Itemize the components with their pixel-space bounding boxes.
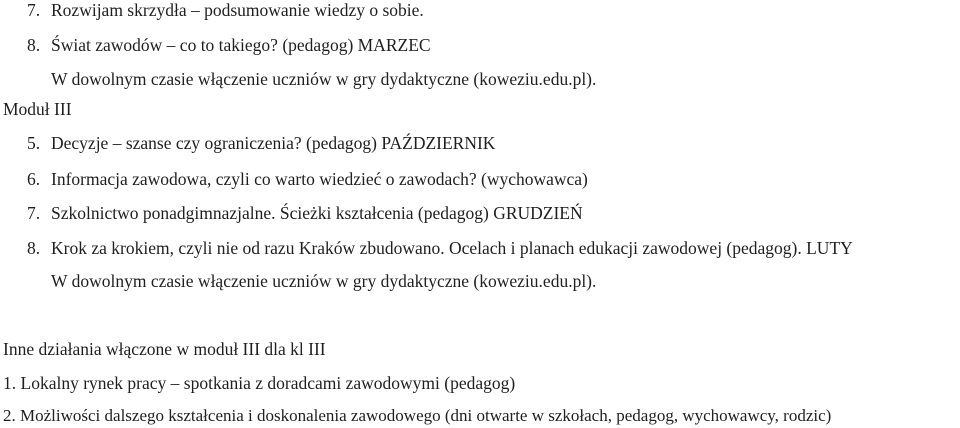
list-item-number: 7. <box>27 203 41 223</box>
list-item-text: Krok za krokiem, czyli nie od razu Kraków zbudowano. Ocelach i planach edukacji zawodowej (pedagog). LUTY <box>51 238 853 258</box>
list-item-text: Informacja zawodowa, czyli co warto wiedzieć o zawodach? (wychowawca) <box>51 169 588 189</box>
list-item-text: Rozwijam skrzydła – podsumowanie wiedzy o sobie. <box>51 0 424 20</box>
module-heading-text: Moduł III <box>3 99 72 119</box>
list-item <box>27 202 583 224</box>
activity-item-text: 1. Lokalny rynek pracy – spotkania z doradcami zawodowymi (pedagog) <box>3 373 516 393</box>
list-item-number: 5. <box>27 133 41 153</box>
list-item <box>27 168 588 190</box>
activity-item <box>3 405 831 427</box>
list-item-number: 6. <box>27 169 41 189</box>
note-text: W dowolnym czasie włączenie uczniów w gry dydaktyczne (koweziu.edu.pl). <box>51 271 597 291</box>
section-heading <box>3 338 326 360</box>
list-item-number: 7. <box>27 0 41 20</box>
note-text: W dowolnym czasie włączenie uczniów w gry dydaktyczne (koweziu.edu.pl). <box>51 69 597 89</box>
note-line <box>51 270 596 292</box>
list-item-text: Decyzje – szanse czy ograniczenia? (pedagog) PAŹDZIERNIK <box>51 133 496 153</box>
list-item <box>27 132 495 154</box>
activity-item <box>3 372 515 394</box>
list-item-text: Świat zawodów – co to takiego? (pedagog) MARZEC <box>51 35 431 55</box>
list-item-number: 8. <box>27 238 41 258</box>
note-line <box>51 68 596 90</box>
list-item <box>27 34 431 56</box>
list-item <box>27 237 853 259</box>
list-item-text: Szkolnictwo ponadgimnazjalne. Ścieżki kształcenia (pedagog) GRUDZIEŃ <box>51 203 583 223</box>
section-heading-text: Inne działania włączone w moduł III dla kl III <box>3 339 326 359</box>
activity-item-text: 2. Możliwości dalszego kształcenia i doskonalenia zawodowego (dni otwarte w szkołach, pedagog, wychowawcy, rodzic) <box>3 406 832 425</box>
list-item-number: 8. <box>27 35 41 55</box>
list-item <box>27 0 424 21</box>
module-heading <box>3 98 72 120</box>
